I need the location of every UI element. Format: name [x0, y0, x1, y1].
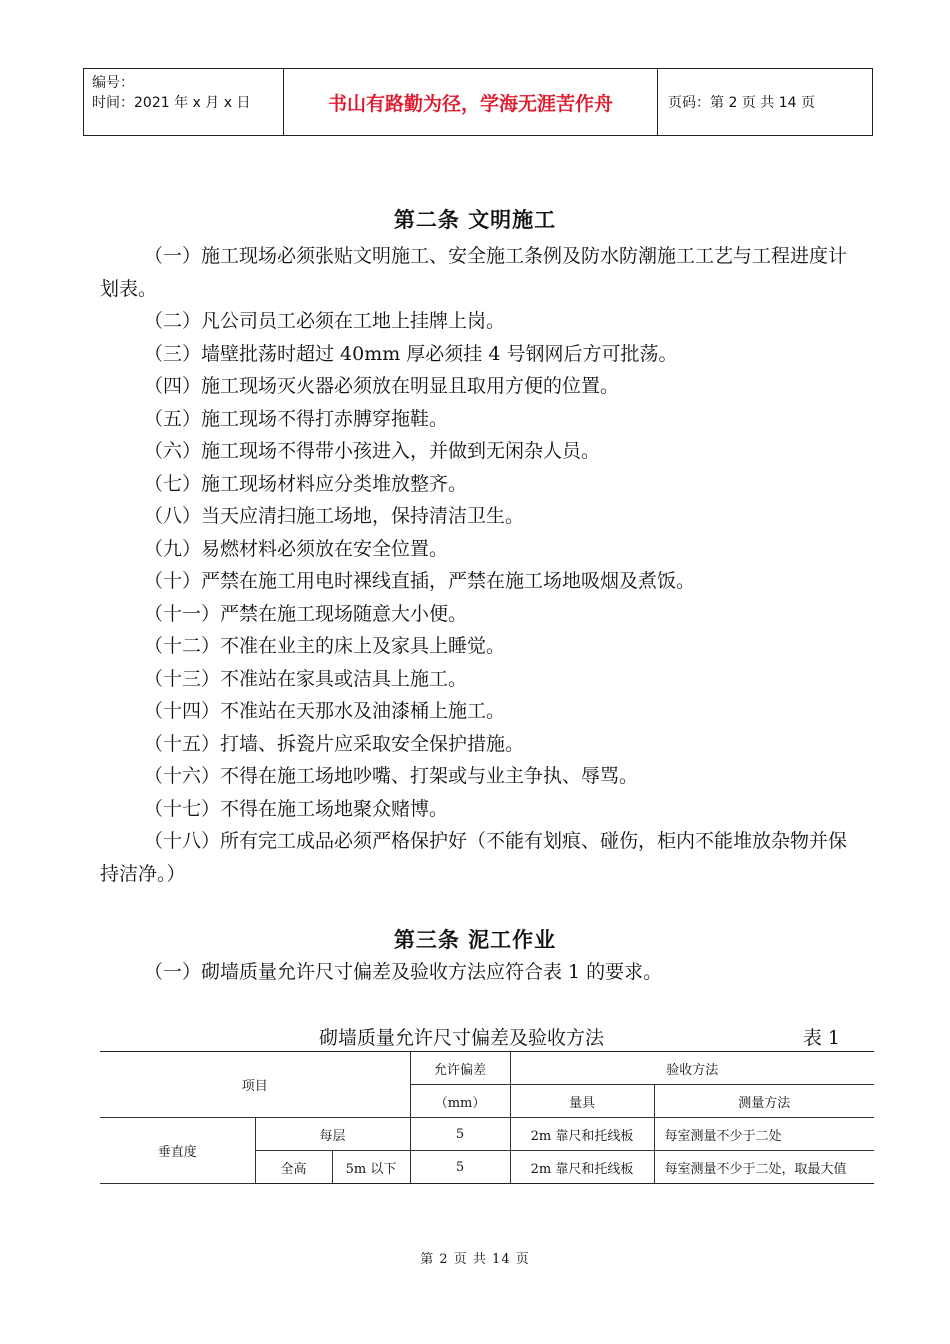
section2-item: （六）施工现场不得带小孩进入，并做到无闲杂人员。 [144, 440, 601, 462]
table-number: 表 1 [802, 1027, 840, 1049]
header-motto: 书山有路勤为径，学海无涯苦作舟 [284, 69, 658, 135]
row-below-5m-measure: 每室测量不少于二处，取最大值 [654, 1151, 874, 1184]
section2-item: （十四）不准站在天那水及油漆桶上施工。 [144, 700, 506, 722]
header-item: 项目 [100, 1052, 410, 1118]
row-below-5m: 5m 以下 [332, 1151, 410, 1184]
header-method: 验收方法 [510, 1052, 874, 1085]
section2-item: （五）施工现场不得打赤膊穿拖鞋。 [144, 407, 449, 430]
row-per-floor-tool: 2m 靠尺和托线板 [510, 1118, 654, 1151]
section2-item: （十五）打墙、拆瓷片应采取安全保护措施。 [144, 732, 525, 755]
section2-item: （十三）不准站在家具或洁具上施工。 [144, 667, 468, 690]
row-full-height: 全高 [255, 1151, 332, 1184]
row-per-floor: 每层 [255, 1118, 410, 1151]
row-below-5m-tool: 2m 靠尺和托线板 [510, 1151, 654, 1184]
header-deviation-unit: （mm） [410, 1085, 510, 1118]
section2-item: （二）凡公司员工必须在工地上挂牌上岗。 [144, 310, 506, 332]
header-meta [84, 69, 284, 135]
row-below-5m-dev: 5 [410, 1151, 510, 1184]
section2-item: （八）当天应清扫施工场地，保持清洁卫生。 [144, 505, 525, 527]
section2-body [100, 240, 860, 890]
section2-item: （十八）所有完工成品必须严格保护好（不能有划痕、碰伤，柜内不能堆放杂物并保持洁净。） [100, 830, 848, 885]
row-per-floor-dev: 5 [410, 1118, 510, 1151]
section2-item: （一）施工现场必须张贴文明施工、安全施工条例及防水防潮施工工艺与工程进度计划表。 [100, 245, 848, 300]
row-vertical: 垂直度 [100, 1118, 255, 1184]
section2-item: （十六）不得在施工场地吵嘴、打架或与业主争执、辱骂。 [144, 765, 639, 787]
section2-item: （四）施工现场灭火器必须放在明显且取用方便的位置。 [144, 375, 620, 397]
section2-item: （十七）不得在施工场地聚众赌博。 [144, 797, 449, 820]
section2-item: （十二）不准在业主的床上及家具上睡觉。 [144, 635, 506, 657]
section3-title: 第三条 泥工作业 [393, 927, 557, 952]
time-label: 时间：2021 年 x 月 x 日 [92, 95, 251, 111]
section2-item: （十一）严禁在施工现场随意大小便。 [144, 602, 468, 625]
document-header [83, 68, 873, 136]
page-footer: 第 2 页 共 14 页 [420, 1252, 530, 1267]
header-deviation: 允许偏差 [410, 1052, 510, 1085]
section3-item: （一）砌墙质量允许尺寸偏差及验收方法应符合表 1 的要求。 [144, 961, 663, 983]
section2-item: （七）施工现场材料应分类堆放整齐。 [144, 472, 468, 495]
row-per-floor-measure: 每室测量不少于二处 [654, 1118, 874, 1151]
section2-title: 第二条 文明施工 [393, 207, 557, 232]
header-page-label: 页码：第 2 页 共 14 页 [668, 95, 815, 111]
tolerance-table [100, 1051, 874, 1184]
section2-item: （九）易燃材料必须放在安全位置。 [144, 537, 449, 560]
section2-item: （三）墙壁批荡时超过 40mm 厚必须挂 4 号钢网后方可批荡。 [144, 342, 678, 365]
header-measure: 测量方法 [654, 1085, 874, 1118]
section3-body [100, 956, 860, 989]
table-caption [100, 1020, 840, 1050]
header-tool: 量具 [510, 1085, 654, 1118]
section2-item: （十）严禁在施工用电时裸线直插，严禁在施工场地吸烟及煮饭。 [144, 570, 696, 592]
table-title: 砌墙质量允许尺寸偏差及验收方法 [319, 1027, 605, 1049]
number-label: 编号： [92, 75, 134, 91]
